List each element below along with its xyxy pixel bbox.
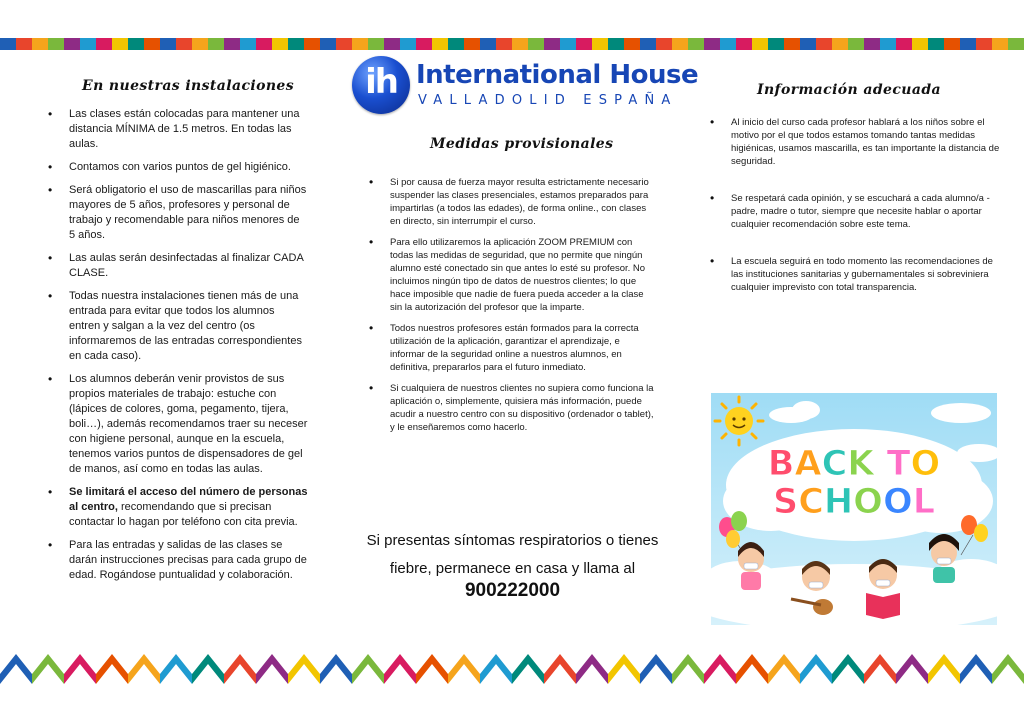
stripe-segment [464,38,480,50]
zigzag-segment [608,654,640,684]
stripe-segment [16,38,32,50]
zigzag-segment [672,654,704,684]
stripe-segment [336,38,352,50]
zigzag-segment [800,654,832,684]
international-house-logo [352,56,699,116]
stripe-segment [416,38,432,50]
stripe-segment [720,38,736,50]
zigzag-segment [320,654,352,684]
right-heading: Información adecuada [757,82,941,98]
stripe-segment [496,38,512,50]
stripe-segment [992,38,1008,50]
zigzag-segment [32,654,64,684]
stripe-segment [80,38,96,50]
stripe-segment [800,38,816,50]
zigzag-segment [928,654,960,684]
stripe-segment [624,38,640,50]
stripe-segment [608,38,624,50]
stripe-segment [912,38,928,50]
title-letter: O [882,482,913,522]
list-item: • Si por causa de fuerza mayor resulta estrictamente necesario suspender las clases presenciales, estamos preparados para impartirlas (a todos las edades), de forma online., con clases en directo, sin interrumpir el curso. [369,176,654,228]
stripe-segment [432,38,448,50]
list-item: • Al inicio del curso cada profesor hablará a los niños sobre el motivo por el que todos estamos tomando tantas medidas higiénicas, usamos mascarilla, es tan importante la distancia de seguridad. [710,116,1000,168]
zigzag-segment [96,654,128,684]
stripe-segment [224,38,240,50]
back-to-school-title [768,444,940,522]
zigzag-segment [256,654,288,684]
stripe-segment [1008,38,1024,50]
zigzag-segment [864,654,896,684]
zigzag-segment [448,654,480,684]
title-line-2 [773,482,935,522]
stripe-segment [704,38,720,50]
stripe-segment [176,38,192,50]
title-letter: O [853,482,883,522]
zigzag-segment [160,654,192,684]
zigzag-segment [512,654,544,684]
zigzag-segment [640,654,672,684]
title-letter: L [912,482,936,522]
logo-name: International House [416,60,699,90]
stripe-segment [256,38,272,50]
back-to-school-illustration [711,393,997,625]
stripe-segment [880,38,896,50]
stripe-segment [848,38,864,50]
zigzag-segment [416,654,448,684]
stripe-segment [864,38,880,50]
stripe-segment [784,38,800,50]
zigzag-segment [128,654,160,684]
stripe-segment [976,38,992,50]
stripe-segment [160,38,176,50]
list-item: • Los alumnos deberán venir provistos de sus propios materiales de trabajo: estuche con (lápices de colores, goma, pegamento, tijera, boli…), además recomendamos traer su neceser con higiene personal, aunque en la escuela, tenemos varios puntos de dispensadores de gel de manos, así como en todas las aulas. [48,372,308,477]
list-item: • Para las entradas y salidas de las clases se darán instrucciones precisas para cada grupo de edad. Rogándose puntualidad y colaboración. [48,538,308,583]
zigzag-segment [992,654,1024,684]
stripe-segment [896,38,912,50]
stripe-segment [304,38,320,50]
stripe-segment [656,38,672,50]
stripe-segment [112,38,128,50]
list-item: • Las aulas serán desinfectadas al finalizar CADA CLASE. [48,251,308,281]
title-line-1 [768,444,940,484]
zigzag-segment [768,654,800,684]
zigzag-segment [384,654,416,684]
title-letter: K [847,444,875,484]
stripe-segment [640,38,656,50]
stripe-segment [32,38,48,50]
stripe-segment [576,38,592,50]
stripe-segment [560,38,576,50]
stripe-segment [384,38,400,50]
stripe-segment [944,38,960,50]
list-item: • Todas nuestra instalaciones tienen más de una entrada para evitar que todos los alumnos entren y salgan a la vez del centro (os informaremos de las entradas correspondientes en cada caso). [48,289,308,364]
zigzag-segment [544,654,576,684]
stripe-segment [272,38,288,50]
list-item: • Será obligatorio el uso de mascarillas para niños mayores de 5 años, profesores y personal de trabajo y recomendable para niños menores de 5 años. [48,183,308,243]
zigzag-segment [0,654,32,684]
zigzag-segment [224,654,256,684]
kid-girl-right-icon [929,534,959,583]
stripe-segment [736,38,752,50]
stripe-segment [208,38,224,50]
title-letter: A [794,444,822,484]
stripe-segment [528,38,544,50]
zigzag-segment [832,654,864,684]
stripe-segment [48,38,64,50]
symptoms-notice: Si presentas síntomas respiratorios o tienes fiebre, permanece en casa y llama al [366,532,659,577]
list-item: • Se respetará cada opinión, y se escuchará a cada alumno/a - padre, madre o tutor, siempre que necesite hablar o aportar cualquier recomendación sobre este tema. [710,192,1000,231]
stripe-segment [512,38,528,50]
stripe-segment [240,38,256,50]
stripe-segment [64,38,80,50]
zigzag-segment [288,654,320,684]
title-letter [874,444,886,484]
list-item: • Si cualquiera de nuestros clientes no supiera como funciona la aplicación o, simplemente, quisiera más información, puede acudir a nuestro centro con su dispositivo (ordenador o tablet), y le enseñaremos como hacerlo. [369,382,654,434]
list-item: • Contamos con varios puntos de gel higiénico. [48,160,308,175]
stripe-segment [400,38,416,50]
zigzag-segment [352,654,384,684]
stripe-segment [752,38,768,50]
right-bullet-list [710,116,1000,318]
zigzag-segment [192,654,224,684]
stripe-segment [320,38,336,50]
stripe-segment [448,38,464,50]
stripe-segment [144,38,160,50]
list-item: • La escuela seguirá en todo momento las recomendaciones de las instituciones sanitarias y gubernamentales si sobreviniera cualquier imprevisto con total transparencia. [710,255,1000,294]
stripe-segment [96,38,112,50]
stripe-segment [592,38,608,50]
stripe-segment [928,38,944,50]
phone-number: 900222000 [464,580,561,601]
middle-bullet-list [369,176,654,442]
list-item-rest: recomendando que si precisan contactar lo hagan por teléfono con cita previa. [69,501,298,528]
title-letter: C [798,482,824,522]
list-item-bold: Se limitará el acceso del número de personas al centro, [69,486,308,513]
stripe-segment [832,38,848,50]
stripe-segment [368,38,384,50]
stripe-segment [960,38,976,50]
top-color-stripe [0,38,1024,50]
stripe-segment [544,38,560,50]
zigzag-segment [736,654,768,684]
list-item [48,485,308,530]
stripe-segment [768,38,784,50]
stripe-segment [128,38,144,50]
left-bullet-list [48,107,308,591]
stripe-segment [480,38,496,50]
title-letter: T [886,444,911,484]
stripe-segment [0,38,16,50]
stripe-segment [688,38,704,50]
title-letter: S [772,482,799,522]
logo-mark: ih [365,62,397,102]
stripe-segment [672,38,688,50]
stripe-segment [816,38,832,50]
zigzag-segment [704,654,736,684]
kid-girl-left-icon [738,542,764,590]
title-letter: B [767,444,795,484]
left-heading: En nuestras instalaciones [82,78,294,94]
list-item: • Las clases están colocadas para mantener una distancia MÍNIMA de 1.5 metros. En todas las aulas. [48,107,308,152]
zigzag-segment [64,654,96,684]
list-item: • Para ello utilizaremos la aplicación ZOOM PREMIUM con todas las medidas de seguridad, que no permite que ningún alumno esté conectado sin que antes lo esté su profesor. No incluimos ningún tipo de datos de nuestros clientes; lo que hace imposible que nadie de fuera pueda acceder a la clase sin la autorización del profesor que la imparte. [369,236,654,314]
title-letter: C [821,444,848,484]
stripe-segment [352,38,368,50]
title-letter: H [823,482,854,522]
middle-heading: Medidas provisionales [430,136,614,152]
logo-city: VALLADOLID ESPAÑA [418,93,678,108]
title-letter: O [910,444,941,484]
zigzag-segment [960,654,992,684]
bottom-zigzag-border [0,648,1024,684]
zigzag-segment [480,654,512,684]
stripe-segment [192,38,208,50]
zigzag-segment [576,654,608,684]
zigzag-segment [896,654,928,684]
list-item: • Todos nuestros profesores están formados para la correcta utilización de la aplicación, garantizar el aprendizaje, e informar de la seguridad online a nuestros alumnos, en definitiva, prepararlos para el futuro inmediato. [369,322,654,374]
stripe-segment [288,38,304,50]
back-to-school-svg [711,393,997,625]
